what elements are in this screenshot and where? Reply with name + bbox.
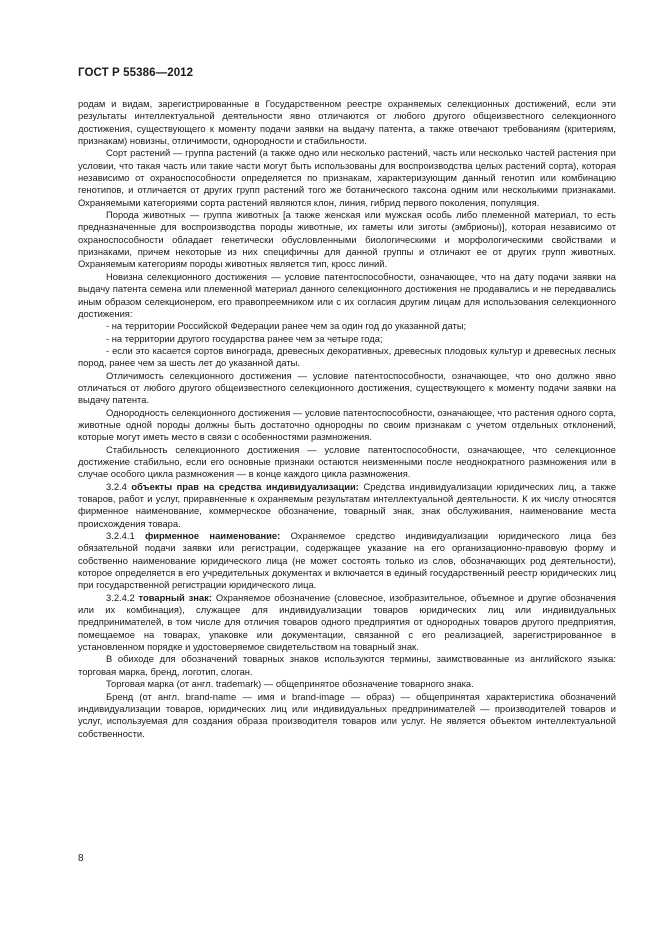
paragraph: Порода животных — группа животных [а также женская или мужская особь либо племенной материал, то есть предназначенные для воспроизводства породы животные, их гаметы или зиготы (эмбрионы)], которая независимо от охраноспособности обладает генетически обусловленными биологическими и морфологическими свойствами и признаками, причем некоторые из них специфичны для данной группы и отличают ее от других групп животных. Охраняемым категориям породы животных является тип, кросс линий. <box>78 209 616 270</box>
paragraph: Стабильность селекционного достижения — условие патентоспособности, означающее, что селекционное достижение стабильно, если его основные признаки остаются неизменными после неоднократного размножения или в случае особого цикла размножения — в конце каждого цикла размножения. <box>78 443 616 480</box>
document-header: ГОСТ Р 55386—2012 <box>78 67 194 79</box>
clause-number: 3.2.4 <box>106 480 127 492</box>
definition-3-2-4-2 <box>78 592 616 654</box>
list-item: - на территории другого государства ранее чем за четыре года; <box>106 332 383 344</box>
paragraph: Новизна селекционного достижения — условие патентоспособности, означающее, что на дату подачи заявки на выдачу патента семена или племенной материал данного селекционного достижения не продавались и не передавались иным образом селекционером, его правопреемником или с их согласия другим лицам для использования селекционного достижения: <box>78 270 616 319</box>
defined-term: товарный знак: <box>138 591 212 603</box>
paragraph: Отличимость селекционного достижения — условие патентоспособности, означающее, что оно должно явно отличаться от любого другого общеизвестного селекционного достижения, существующего к моменту подачи заявки на выдачу патента. <box>78 369 616 406</box>
definition-text: Охраняемое обозначение (словесное, изобразительное, объемное и другие обозначения или их комбинация), служащее для индивидуализации товаров юридических лиц или индивидуальных предпринимателей, в том числе для отличия товаров одного предприятия от однородных товаров другого предприятия, помещаемое на товарах, упаковке или документации, связанной с его реализацией, зарегистрированное в установленном порядке и удостоверяемое свидетельством на товарный знак. <box>78 591 616 653</box>
paragraph: Однородность селекционного достижения — условие патентоспособности, означающее, что растения одного сорта, животные одной породы должны быть достаточно однородны по своим признакам с учетом отдельных отклонений, которые могут иметь место в связи с особенностями размножения. <box>78 406 616 443</box>
paragraph: Торговая марка (от англ. trademark) — общепринятое обозначение товарного знака. <box>106 678 474 690</box>
clause-number: 3.2.4.1 <box>106 530 135 542</box>
page-number: 8 <box>78 853 84 864</box>
defined-term: фирменное наименование: <box>145 530 281 542</box>
paragraph: родам и видам, зарегистрированные в Государственном реестре охраняемых селекционных достижений, если эти результаты интеллектуальной деятельности явно отличаются от любого другого общеизвестного селекционного достижения, существующего к моменту подачи заявки на выдачу патента, а также отвечают требованиям (критериям, признакам) новизны, отличимости, однородности и стабильности. <box>78 98 616 147</box>
definition-text: Охраняемое средство индивидуализации юридического лица без обязательной подачи заявки или регистрации, содержащее указание на его организационно-правовую форму и собственно наименование юридического лица (не может состоять только из слов, обозначающих род деятельности), которое определяется в его учредительных документах и включается в единый государственный реестр юридических лиц при государственной регистрации юридического лица. <box>78 530 616 591</box>
paragraph: Бренд (от англ. brand-name — имя и brand-image — образ) — общепринятая характеристика обозначений индивидуализации товаров, юридических лиц или индивидуальных предпринимателей — производителей товаров и услуг, используемая для создания образа производителя товаров или услуг. Не является объектом интеллектуальной собственности. <box>78 690 616 739</box>
paragraph: Сорт растений — группа растений (а также одно или несколько растений, часть или несколько частей растения при условии, что такая часть или такие части могут быть использованы для воспроизводства целых растений сорта), которая независимо от охраноспособности определяется по признакам, характеризующим данный генотип или комбинацию генотипов, и отличается от других групп растений того же ботанического таксона одним или несколькими признаками. Охраняемыми категориями сорта растений являются клон, линия, гибрид первого поколения, популяция. <box>78 147 616 208</box>
definition-text: Средства индивидуализации юридических лиц, а также товаров, работ и услуг, приравненные к охраняемым результатам интеллектуальной деятельности. К их числу относятся фирменное наименование, коммерческое обозначение, товарный знак, знак обслуживания, наименование места происхождения товара. <box>78 480 617 529</box>
definition-3-2-4 <box>78 481 616 530</box>
document-body <box>78 98 616 740</box>
list-item: - на территории Российской Федерации ранее чем за один год до указанной даты; <box>106 320 467 332</box>
defined-term: объекты прав на средства индивидуализации: <box>131 480 359 492</box>
definition-3-2-4-1 <box>78 530 616 592</box>
list-item: - если это касается сортов винограда, древесных декоративных, древесных плодовых культур и древесных лесных пород, ранее чем за шесть лет до указанной даты. <box>78 344 616 369</box>
clause-number: 3.2.4.2 <box>106 591 135 603</box>
paragraph: В обиходе для обозначений товарных знаков используются термины, заимствованные из английского языка: торговая марка, бренд, логотип, слоган. <box>78 653 616 677</box>
